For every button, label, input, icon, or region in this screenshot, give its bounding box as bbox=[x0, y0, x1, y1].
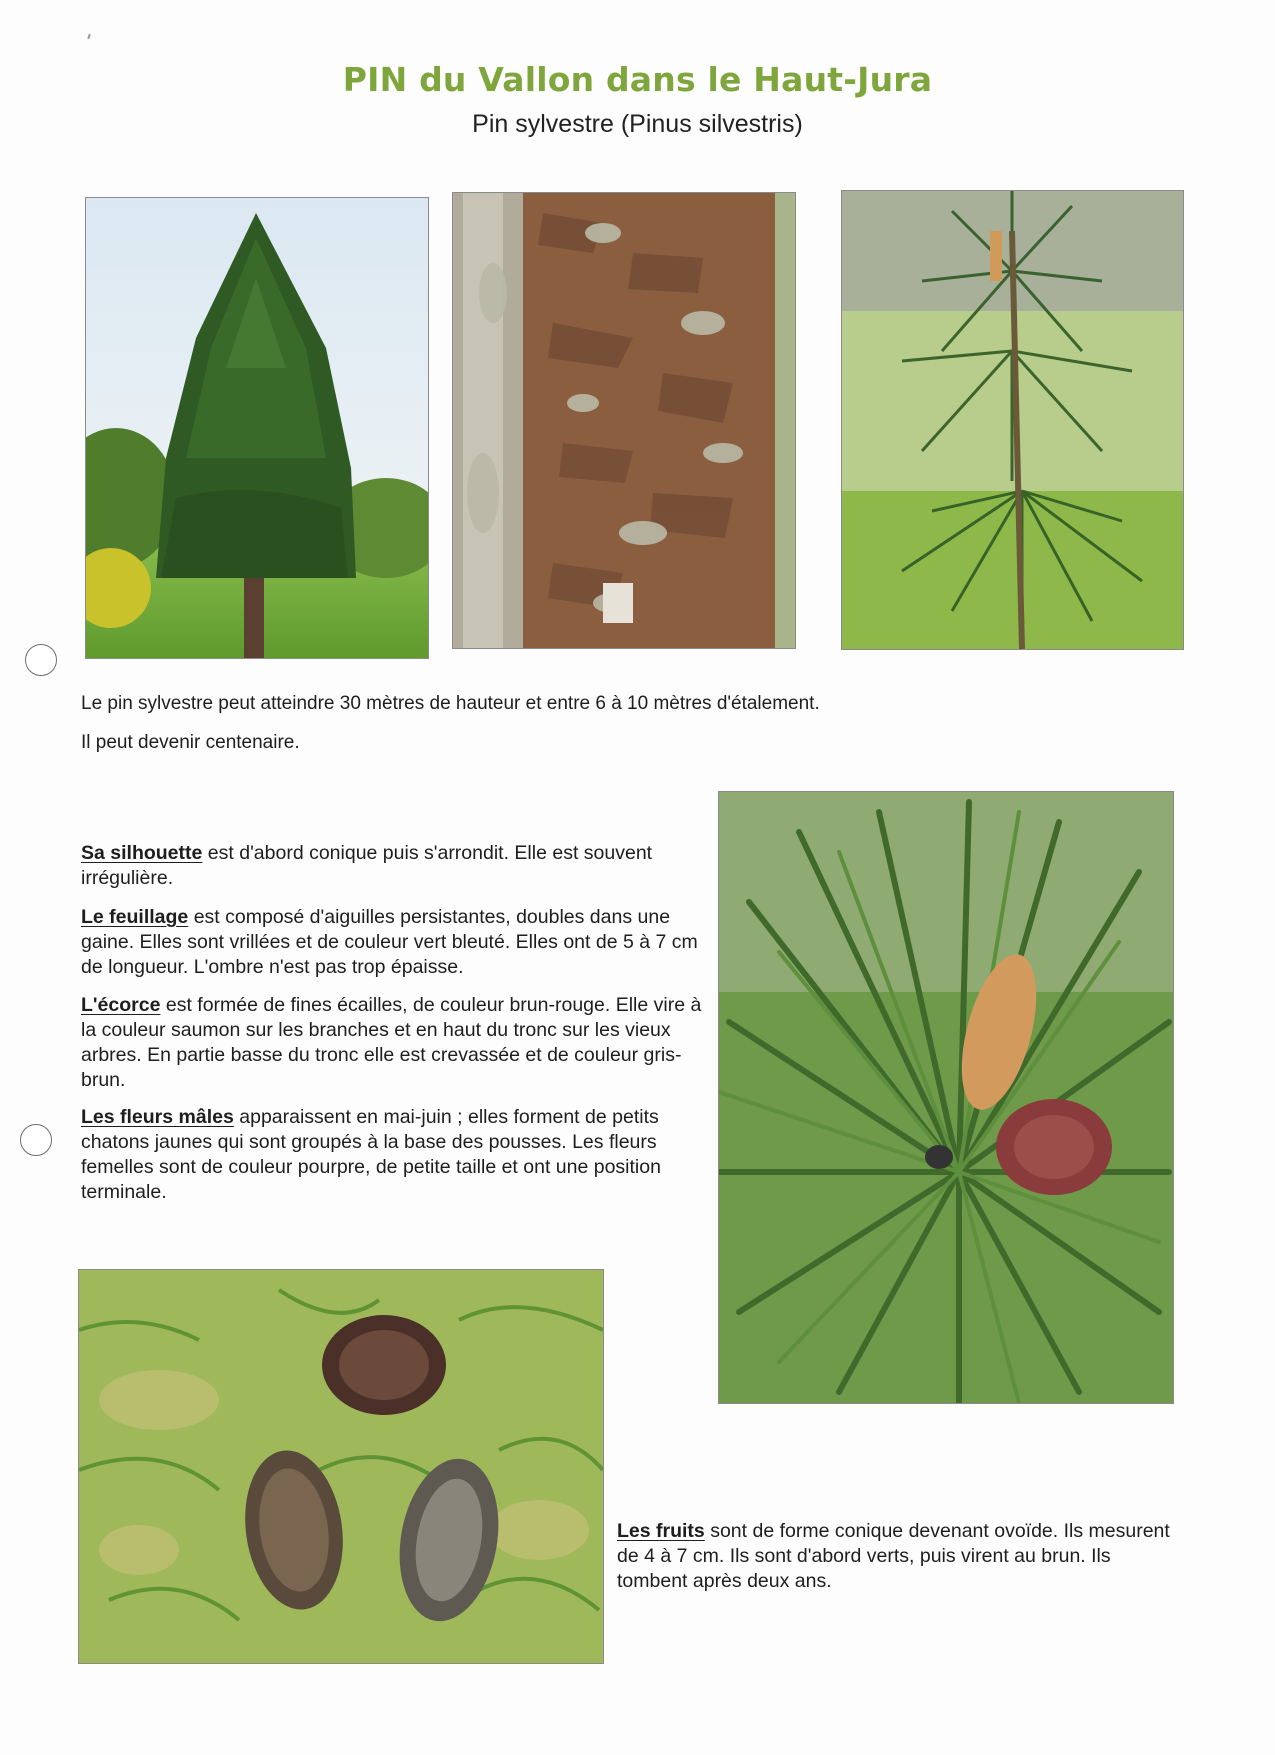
ecorce-lead: L'écorce bbox=[81, 994, 161, 1016]
feuillage-text: est composé d'aiguilles persistantes, doubles dans une gaine. Elles sont vrillées et de couleur vert bleuté. Elles ont de 5 à 7 cm de longueur. L'ombre n'est pas trop épaisse. bbox=[81, 906, 698, 978]
punch-hole-top bbox=[25, 644, 57, 676]
silhouette-text: est d'abord conique puis s'arrondit. Elle est souvent irrégulière. bbox=[81, 842, 653, 889]
fleurs-lead: Les fleurs mâles bbox=[81, 1106, 234, 1128]
fruits-lead: Les fruits bbox=[617, 1520, 705, 1542]
page-title: PIN du Vallon dans le Haut-Jura bbox=[342, 60, 933, 99]
feuillage-paragraph bbox=[81, 905, 706, 980]
intro-line-1: Le pin sylvestre peut atteindre 30 mètres de hauteur et entre 6 à 10 mètres d'étalement. bbox=[81, 693, 820, 714]
feuillage-lead: Le feuillage bbox=[81, 906, 189, 928]
scan-speck bbox=[87, 34, 91, 39]
silhouette-lead: Sa silhouette bbox=[81, 842, 203, 864]
cones-photo bbox=[78, 1269, 604, 1664]
fleurs-paragraph bbox=[81, 1105, 706, 1205]
ecorce-paragraph bbox=[81, 993, 706, 1093]
punch-hole-bottom bbox=[20, 1124, 52, 1156]
fruits-paragraph bbox=[617, 1519, 1177, 1594]
branch-photo bbox=[841, 190, 1184, 650]
fleurs-text: apparaissent en mai-juin ; elles forment de petits chatons jaunes qui sont groupés à la base des pousses. Les fleurs femelles sont de couleur pourpre, de petite taille et ont une position terminale. bbox=[81, 1106, 661, 1203]
tree-photo bbox=[85, 197, 429, 659]
bark-photo bbox=[452, 192, 796, 649]
flowers-photo bbox=[718, 791, 1174, 1404]
ecorce-text: est formée de fines écailles, de couleur brun-rouge. Elle vire à la couleur saumon sur les branches et en haut du tronc sur les vieux arbres. En partie basse du tronc elle est crevassée et de couleur gris-brun. bbox=[81, 994, 702, 1091]
page-subtitle: Pin sylvestre (Pinus silvestris) bbox=[472, 110, 803, 138]
silhouette-paragraph bbox=[81, 841, 701, 891]
intro-line-2: Il peut devenir centenaire. bbox=[81, 732, 300, 753]
fruits-text: sont de forme conique devenant ovoïde. Ils mesurent de 4 à 7 cm. Ils sont d'abord verts, puis virent au brun. Ils tombent après deux ans. bbox=[617, 1520, 1170, 1592]
